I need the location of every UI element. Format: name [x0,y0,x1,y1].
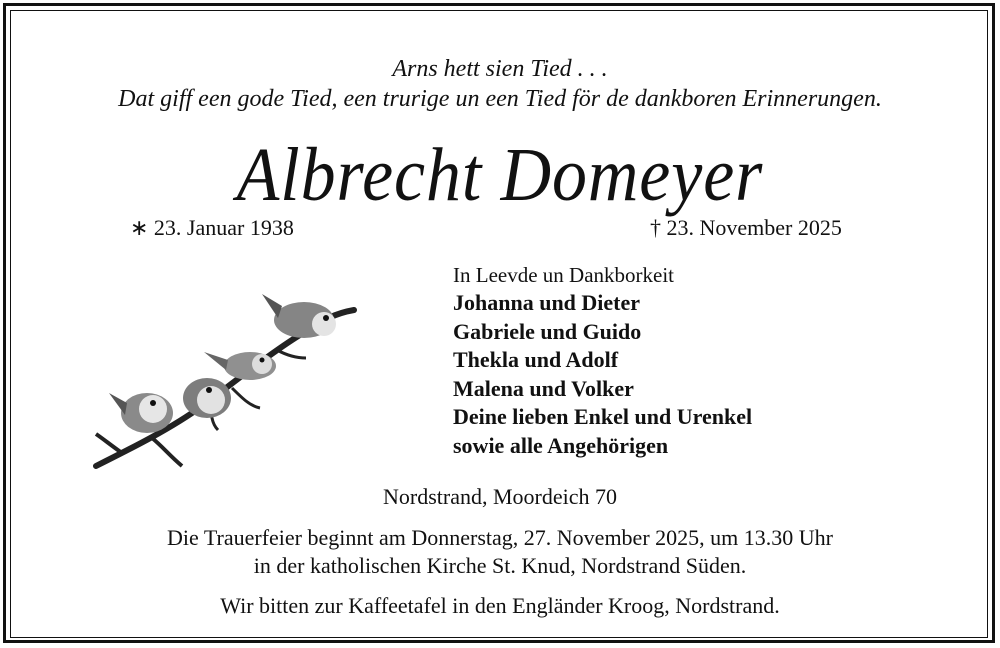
mourners-block [453,261,752,460]
mourner-name: Deine lieben Enkel und Urenkel [453,404,753,429]
mourner-name: Malena und Volker [453,375,634,401]
mourner-name: sowie alle Angehörigen [453,432,669,458]
mourners-intro: In Leevde un Dankborkeit [453,263,675,287]
death-date: † 23. November 2025 [650,215,842,240]
reception-line: Wir bitten zur Kaffeetafel in den Engländer Kroog, Nordstrand. [220,593,780,618]
birth-date: ∗ 23. Januar 1938 [130,215,294,240]
address: Nordstrand, Moordeich 70 [382,484,617,509]
mourner-name: Johanna und Dieter [453,290,641,315]
mourner-name: Gabriele und Guido [453,318,642,344]
funeral-line-2: in der katholischen Kirche St. Knud, Nordstrand Süden. [253,553,747,578]
funeral-line-1: Die Trauerfeier beginnt am Donnerstag, 27. November 2025, um 13.30 Uhr [167,525,833,550]
motto-line-1: Arns hett sien Tied . . . [392,56,608,82]
motto-line-2: Dat giff een gode Tied, een trurige un een Tied för de dankboren Erinnerungen. [118,86,882,112]
deceased-name: Albrecht Domeyer [236,133,764,217]
sparrows-on-branch-illustration [92,288,358,474]
mourners-names [453,289,752,460]
mourner-name: Thekla und Adolf [453,347,619,372]
